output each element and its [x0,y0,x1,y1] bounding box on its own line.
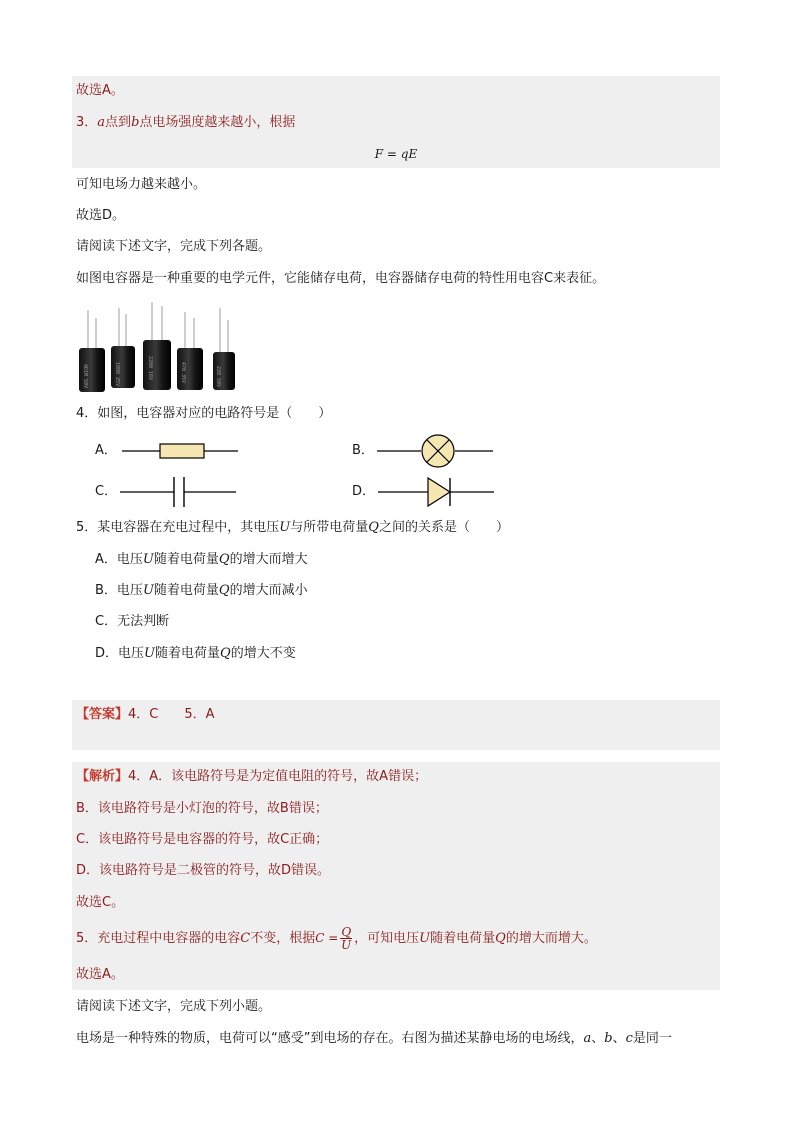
q4-stem: 4．如图，电容器对应的电路符号是（ ） [76,406,332,421]
analysis-line-2: B．该电路符号是小灯泡的符号，故B错误； [76,801,328,816]
passage-instruction: 请阅读下述文字，完成下列各题。 [76,239,272,254]
choose-a-bottom: 故选A。 [76,967,124,982]
capacitor-label-2: 1000 25V [114,362,120,387]
next-passage-text: 电场是一种特殊的物质，电荷可以“感受”到电场的存在。右图为描述某静电场的电场线，a、b、c是同一 [76,1031,672,1046]
analysis-q5: 5．充电过程中电容器的电容C不变，根据C = $\frac{Q}{U}$ ，可知电压U随着电荷量Q的增大而增大。 [76,925,597,952]
resistor-symbol [122,441,238,461]
q5-stem: 5．某电容器在充电过程中，其电压U与所带电荷量Q之间的关系是（ ） [76,520,509,535]
next-instruction: 请阅读下述文字，完成下列小题。 [76,999,272,1014]
capacitor-label-4: 470 35V [180,362,186,384]
choose-c: 故选C。 [76,895,125,910]
formula-f-qe: F = qE [374,147,418,161]
passage-text: 如图电容器是一种重要的电学元件，它能储存电荷，电容器储存电荷的特性用电容C来表征。 [76,271,606,286]
q4-option-d-label[interactable]: D． [352,484,376,499]
q5-option-d[interactable]: D．电压U随着电荷量Q的增大不变 [95,646,296,661]
fraction-q-over-u: $\frac{Q}{U}$ [341,925,352,952]
lamp-symbol [377,433,493,469]
capacitor-label-5: 220 50V [215,366,221,388]
choose-d: 故选D。 [76,208,126,223]
analysis-tag: 【解析】 [76,769,129,784]
capacitor-label-3: 2200 16V [147,356,153,381]
q5-option-b[interactable]: B．电压U随着电荷量Q的增大而减小 [95,583,308,598]
analysis-line-4: D．该电路符号是二极管的符号，故D错误。 [76,863,331,878]
answer-tag: 【答案】 [76,707,129,722]
q4-option-a-label[interactable]: A． [95,443,117,458]
analysis-line-3: C．该电路符号是电容器的符号，故C正确； [76,832,329,847]
analysis-line-1: 【解析】4．A．该电路符号是为定值电阻的符号，故A错误； [76,769,428,784]
q5-option-c[interactable]: C．无法判断 [95,614,170,629]
diode-symbol [378,475,494,509]
q4-option-b-label[interactable]: B． [352,443,374,458]
choose-a-top: 故选A。 [76,83,124,98]
q5-option-a[interactable]: A．电压U随着电荷量Q的增大而增大 [95,552,308,567]
q4-option-c-label[interactable]: C． [95,484,118,499]
capacitor-label-1: 4D1M 50V [82,364,88,389]
q3-explanation: 3．a点到b点电场强度越来越小，根据 [76,115,296,130]
answer-line: 【答案】4．C 5．A [76,707,215,722]
conclusion-text: 可知电场力越来越小。 [76,177,207,192]
capacitor-bodies [79,340,235,392]
capacitor-photo [76,300,246,395]
capacitor-symbol [120,477,236,507]
